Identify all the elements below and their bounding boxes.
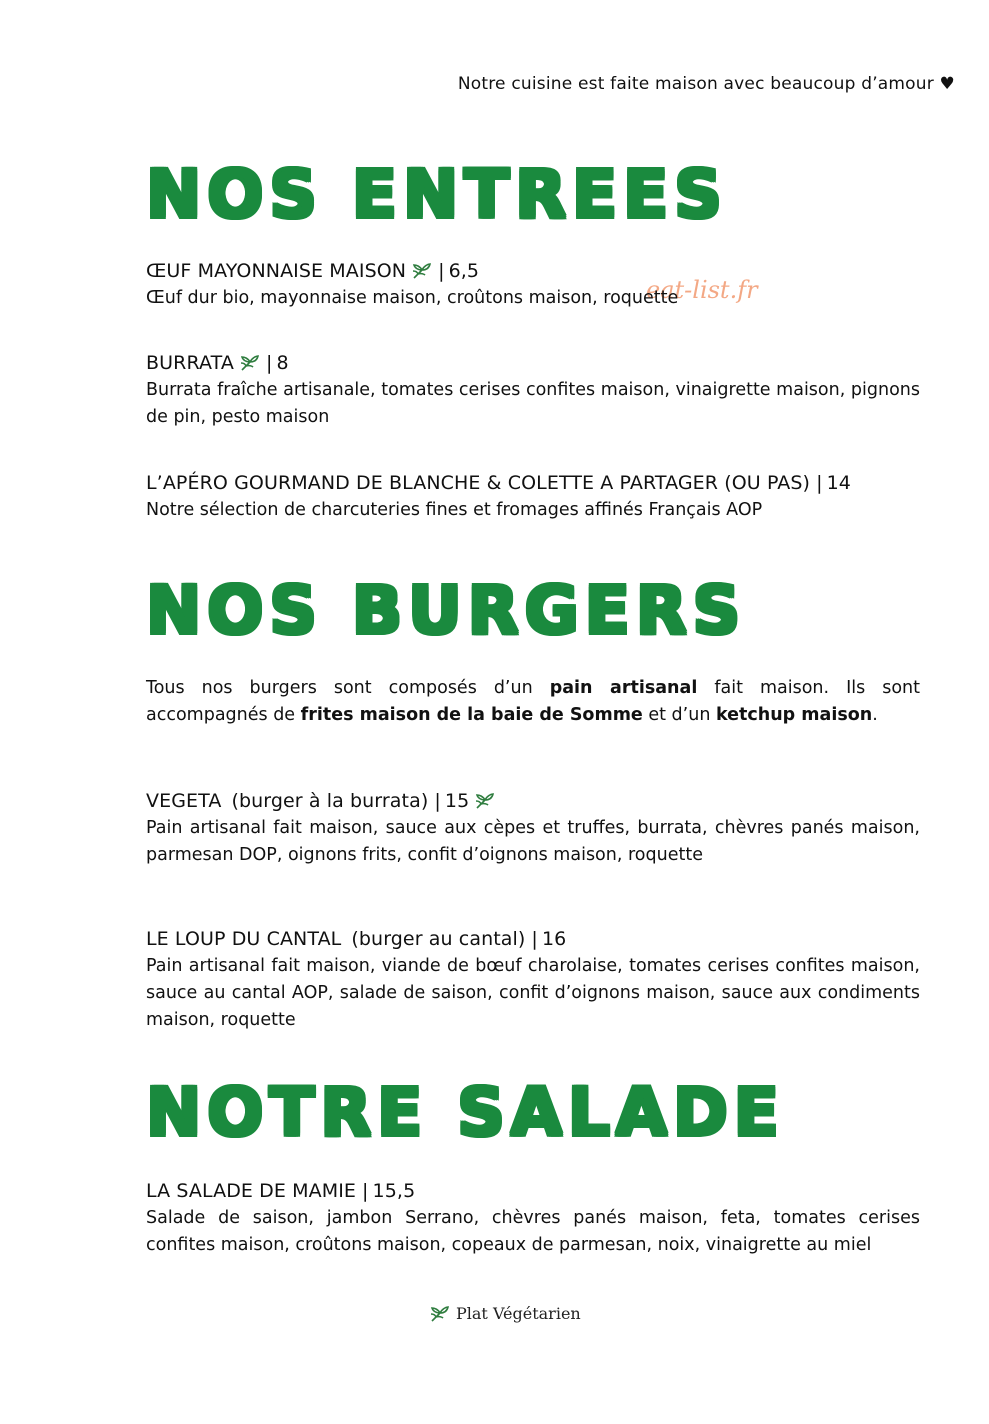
leaf-icon bbox=[412, 262, 432, 280]
item-subtitle: (burger à la burrata) bbox=[231, 790, 429, 812]
item-name: LA SALADE DE MAMIE bbox=[146, 1180, 357, 1202]
menu-item-apero-gourmand: L’APÉRO GOURMAND DE BLANCHE & COLETTE A PARTAGER (OU PAS) | 14 Notre sélection de charcuteries fines et fromages affinés Français AOP bbox=[146, 472, 920, 524]
intro-text: Tous nos burgers sont composés d’un bbox=[146, 678, 550, 698]
menu-item-vegeta: VEGETA (burger à la burrata) | 15 Pain artisanal fait maison, sauce aux cèpes et truffes, burrata, chèvres panés maison, parmesan DOP, oignons frits, confit d’oignons maison, roquette bbox=[146, 790, 920, 869]
intro-text: et d’un bbox=[642, 705, 716, 725]
item-description: Œuf dur bio, mayonnaise maison, croûtons maison, roquette bbox=[146, 288, 679, 308]
vegetarian-legend bbox=[430, 1304, 581, 1323]
section-title-salade-text: NOTRE SALADE bbox=[146, 1074, 785, 1151]
item-price: 15 bbox=[444, 790, 470, 812]
section-title-entrees bbox=[146, 156, 728, 233]
item-subtitle: (burger au cantal) bbox=[351, 928, 526, 950]
menu-item-salade-de-mamie: LA SALADE DE MAMIE | 15,5 Salade de saison, jambon Serrano, chèvres panés maison, feta, tomates cerises confites maison, croûtons maison, copeaux de parmesan, noix, vinaigrette au miel bbox=[146, 1180, 920, 1259]
menu-item-burrata: BURRATA | 8 Burrata fraîche artisanale, tomates cerises confites maison, vinaigrette maison, pignons de pin, pesto maison bbox=[146, 352, 920, 431]
section-title-burgers bbox=[146, 572, 747, 649]
item-name: ŒUF MAYONNAISE MAISON bbox=[146, 260, 407, 282]
item-description: Pain artisanal fait maison, viande de bœuf charolaise, tomates cerises confites maison, sauce au cantal AOP, salade de saison, confit d’oignons maison, sauce aux condiments maison, roquette bbox=[146, 956, 920, 1030]
tagline: Notre cuisine est faite maison avec beaucoup d’amour ♥ bbox=[457, 74, 955, 94]
burgers-intro bbox=[146, 675, 920, 729]
intro-bold: ketchup maison bbox=[715, 705, 873, 725]
item-price: 6,5 bbox=[448, 260, 480, 282]
leaf-icon bbox=[475, 792, 495, 810]
item-price: 8 bbox=[276, 352, 289, 374]
item-description: Burrata fraîche artisanale, tomates cerises confites maison, vinaigrette maison, pignons de pin, pesto maison bbox=[146, 380, 920, 427]
section-title-burgers-text: NOS BURGERS bbox=[146, 572, 747, 649]
intro-bold: pain artisanal bbox=[549, 678, 698, 698]
item-description: Pain artisanal fait maison, sauce aux cèpes et truffes, burrata, chèvres panés maison, parmesan DOP, oignons frits, confit d’oignons maison, roquette bbox=[146, 818, 920, 865]
item-name: BURRATA bbox=[146, 352, 234, 374]
item-description: Salade de saison, jambon Serrano, chèvres panés maison, feta, tomates cerises confites maison, croûtons maison, copeaux de parmesan, noix, vinaigrette au miel bbox=[146, 1208, 920, 1255]
item-price: 15,5 bbox=[372, 1180, 416, 1202]
item-name: LE LOUP DU CANTAL bbox=[146, 928, 342, 950]
legend-label: Plat Végétarien bbox=[456, 1304, 581, 1323]
watermark: eat-list.fr bbox=[646, 276, 758, 304]
item-name: L’APÉRO GOURMAND DE BLANCHE & COLETTE A PARTAGER (OU PAS) bbox=[146, 472, 811, 494]
item-price: 14 bbox=[826, 472, 851, 494]
menu-item-loup-du-cantal: LE LOUP DU CANTAL (burger au cantal) | 16 Pain artisanal fait maison, viande de bœuf charolaise, tomates cerises confites maison, sauce au cantal AOP, salade de saison, confit d’oignons maison, sauce aux condiments maison, roquette bbox=[146, 928, 920, 1034]
item-name: VEGETA bbox=[146, 790, 222, 812]
section-title-salade bbox=[146, 1074, 785, 1151]
item-description: Notre sélection de charcuteries fines et fromages affinés Français AOP bbox=[146, 500, 763, 520]
intro-text: fait maison. Ils sont accompagnés de bbox=[146, 678, 921, 725]
menu-item-oeuf-mayonnaise: ŒUF MAYONNAISE MAISON | 6,5 Œuf dur bio, mayonnaise maison, croûtons maison, roquette bbox=[146, 260, 920, 312]
leaf-icon bbox=[430, 1305, 450, 1323]
leaf-icon bbox=[240, 354, 260, 372]
section-title-entrees-text: NOS ENTREES bbox=[146, 156, 728, 233]
item-price: 16 bbox=[541, 928, 567, 950]
intro-text: . bbox=[872, 705, 878, 725]
intro-bold: frites maison de la baie de Somme bbox=[300, 705, 643, 725]
